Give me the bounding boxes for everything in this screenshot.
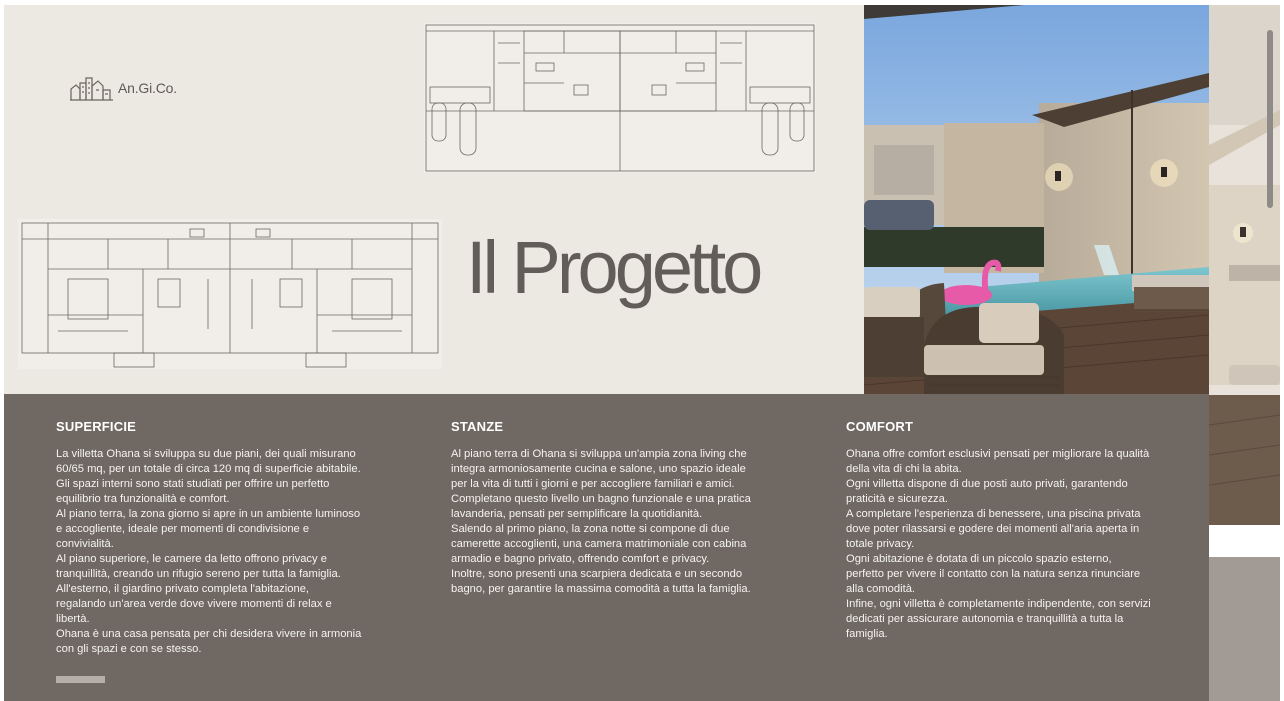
section-superficie <box>56 419 386 657</box>
presentation-slide <box>4 5 1209 701</box>
pool-render-image <box>864 5 1209 394</box>
next-slide-panel <box>1209 557 1280 701</box>
buildings-logo-icon <box>70 75 114 101</box>
section-body: Ohana offre comfort esclusivi pensati per migliorare la qualità della vita di chi la abita. Ogni villetta dispone di due posti auto privati, garantendo praticità e sicurezza. A completare l'esperienza di benessere, una piscina privata dove poter rilassarsi e godere dei momenti all'aria aperta in totale privacy. Ogni abitazione è dotata di un piccolo spazio esterno, perfetto per vivere il contatto con la natura senza rinunciare alla comodità. Infine, ogni villetta è completamente indipendente, con servizi dedicati per assicurare autonomia e tranquillità a tutta la famiglia. <box>846 448 1151 640</box>
section-heading: COMFORT <box>846 419 914 434</box>
info-panel <box>4 394 1209 701</box>
section-heading: SUPERFICIE <box>56 419 137 434</box>
slide-indicator-bar <box>56 676 105 683</box>
company-logo <box>70 75 177 101</box>
first-floor-plan <box>18 219 442 369</box>
section-body: La villetta Ohana si sviluppa su due piani, dei quali misurano 60/65 mq, per un totale di circa 120 mq di superficie abitabile. Gli spazi interni sono stati studiati per offrire un perfetto equilibrio tra funzionalità e comfort. Al piano terra, la zona giorno si apre in un ambiente luminoso e accogliente, ideale per momenti di condivisione e convivialità. Al piano superiore, le camere da letto offrono privacy e tranquillità, creando un rifugio sereno per tutta la famiglia. All'esterno, il giardino privato completa l'abitazione, regalando un'area verde dove vivere momenti di relax e libertà. Ohana è una casa pensata per chi desidera vivere in armonia con gli spazi e con se stesso. <box>56 448 362 655</box>
scrollbar-thumb[interactable] <box>1267 30 1273 208</box>
logo-text: An.Gi.Co. <box>118 80 177 96</box>
ground-floor-plan <box>424 23 816 173</box>
section-heading: STANZE <box>451 419 504 434</box>
page-title: Il Progetto <box>466 226 760 309</box>
section-body: Al piano terra di Ohana si sviluppa un'ampia zona living che integra armoniosamente cucina e salone, uno spazio ideale per la vita di tutti i giorni e per accogliere familiari e amici. Completano questo livello un bagno funzionale e una pratica lavanderia, pensati per semplificare la quotidianità. Salendo al primo piano, la zona notte si compone di due camerette accoglienti, una camera matrimoniale con cabina armadio e bagno privato, offrendo comfort e privacy. Inoltre, sono presenti una scarpiera dedicata e un secondo bagno, per garantire la massima comodità a tutta la famiglia. <box>451 448 751 595</box>
section-comfort <box>846 419 1176 642</box>
section-stanze <box>451 419 781 597</box>
